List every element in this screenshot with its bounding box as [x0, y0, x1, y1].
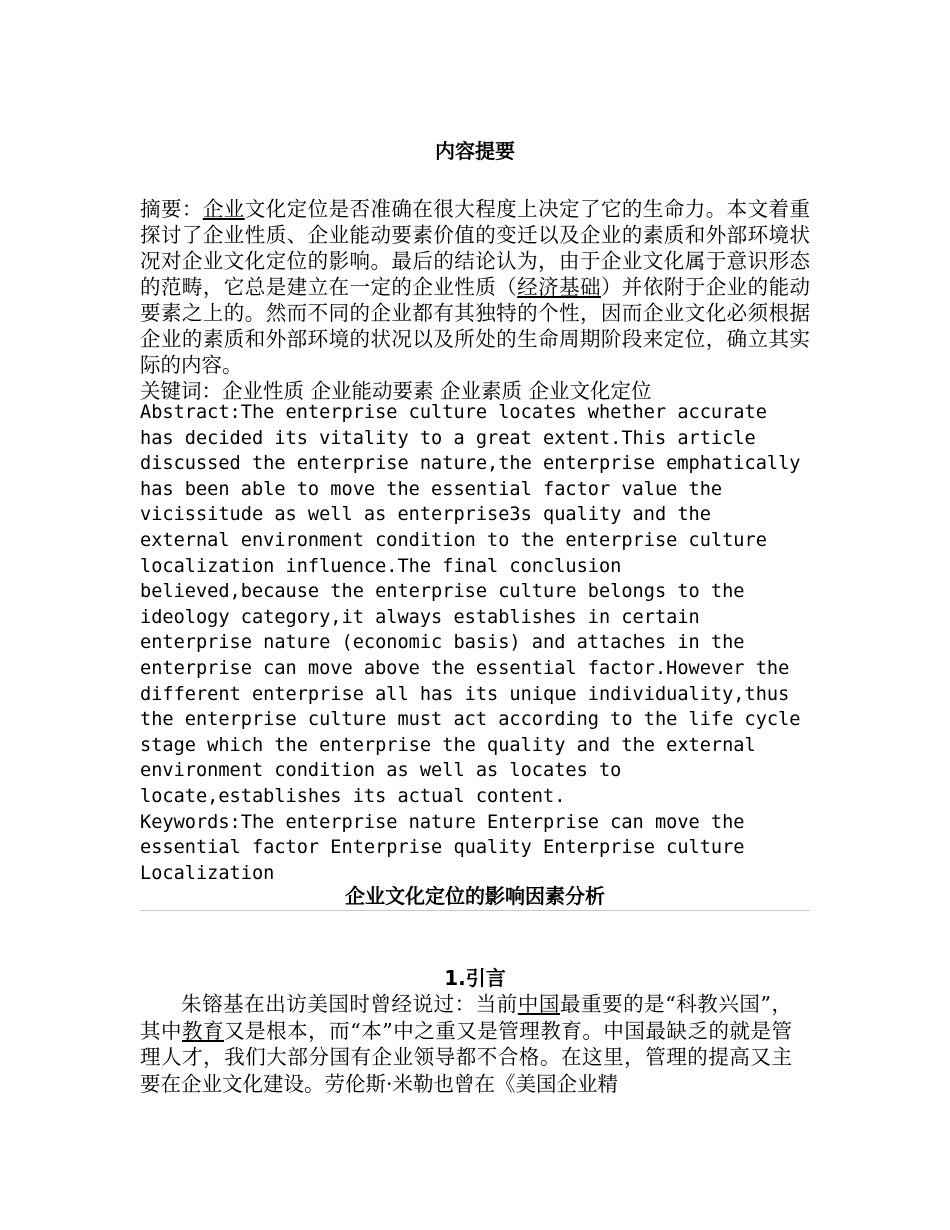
enterprise-link[interactable]: 企业: [202, 197, 245, 221]
intro-heading: 1.引言: [444, 966, 506, 990]
education-link[interactable]: 教育: [182, 1018, 225, 1043]
abstract-paragraph: [140, 196, 810, 378]
section-title: 企业文化定位的影响因素分析: [140, 882, 810, 911]
intro-text-3: 又是根本，而“本”中之重又是管理教育。中国最缺乏的就是管理人才，我们大部分国有企业领导都不合格。在这里，管理的提高又主要在企业文化建设。劳伦斯·米勒也曾在《美国企业精: [140, 1018, 793, 1096]
keywords-chinese: 关键词：企业性质 企业能动要素 企业素质 企业文化定位: [140, 379, 652, 403]
page-title: 内容提要: [435, 139, 515, 163]
chinese-abstract: [140, 196, 810, 404]
english-abstract: [140, 400, 810, 886]
intro-text-2: 最重要的是“科教兴国”，其中: [140, 992, 792, 1043]
china-link[interactable]: 中国: [517, 992, 560, 1016]
intro-text-1: 朱镕基在出访美国时曾经说过：当前: [181, 992, 518, 1016]
abstract-english-paragraph: Abstract:The enterprise culture locates whether accurate has decided its vitality to a great extent.This article discussed the enterprise nature,the enterprise emphatically has been able to move the essential factor value the vicissitude as well as enterprise3s quality and the external environment condition to the enterprise culture localization influence.The final conclusion believed,because the enterprise culture belongs to the ideology category,it always establishes in certain enterprise nature (economic basis) and attaches in the enterprise can move above the essential factor.However the different enterprise all has its unique individuality,thus the enterprise culture must act according to the life cycle stage which the enterprise the quality and the external environment condition as well as locates to locate,establishes its actual content.: [140, 402, 801, 807]
abstract-label: 摘要：: [140, 197, 203, 221]
economic-basis-link[interactable]: 经济基础: [517, 275, 601, 299]
abstract-text-2: ）并依附于企业的能动要素之上的。然而不同的企业都有其独特的个性，因而企业文化必须根据企业的素质和外部环境的状况以及所处的生命周期阶段来定位，确立其实际的内容。: [140, 275, 811, 377]
intro-paragraph: [140, 991, 792, 1097]
abstract-text-1: 文化定位是否准确在很大程度上决定了它的生命力。本文着重探讨了企业性质、企业能动要素价值的变迁以及企业的素质和外部环境状况对企业文化定位的影响。最后的结论认为，由于企业文化属于意识形态的范畴，它总是建立在一定的企业性质（: [140, 197, 811, 299]
keywords-english: Keywords:The enterprise nature Enterprise can move the essential factor Enterprise quality Enterprise culture Localization: [140, 811, 745, 884]
